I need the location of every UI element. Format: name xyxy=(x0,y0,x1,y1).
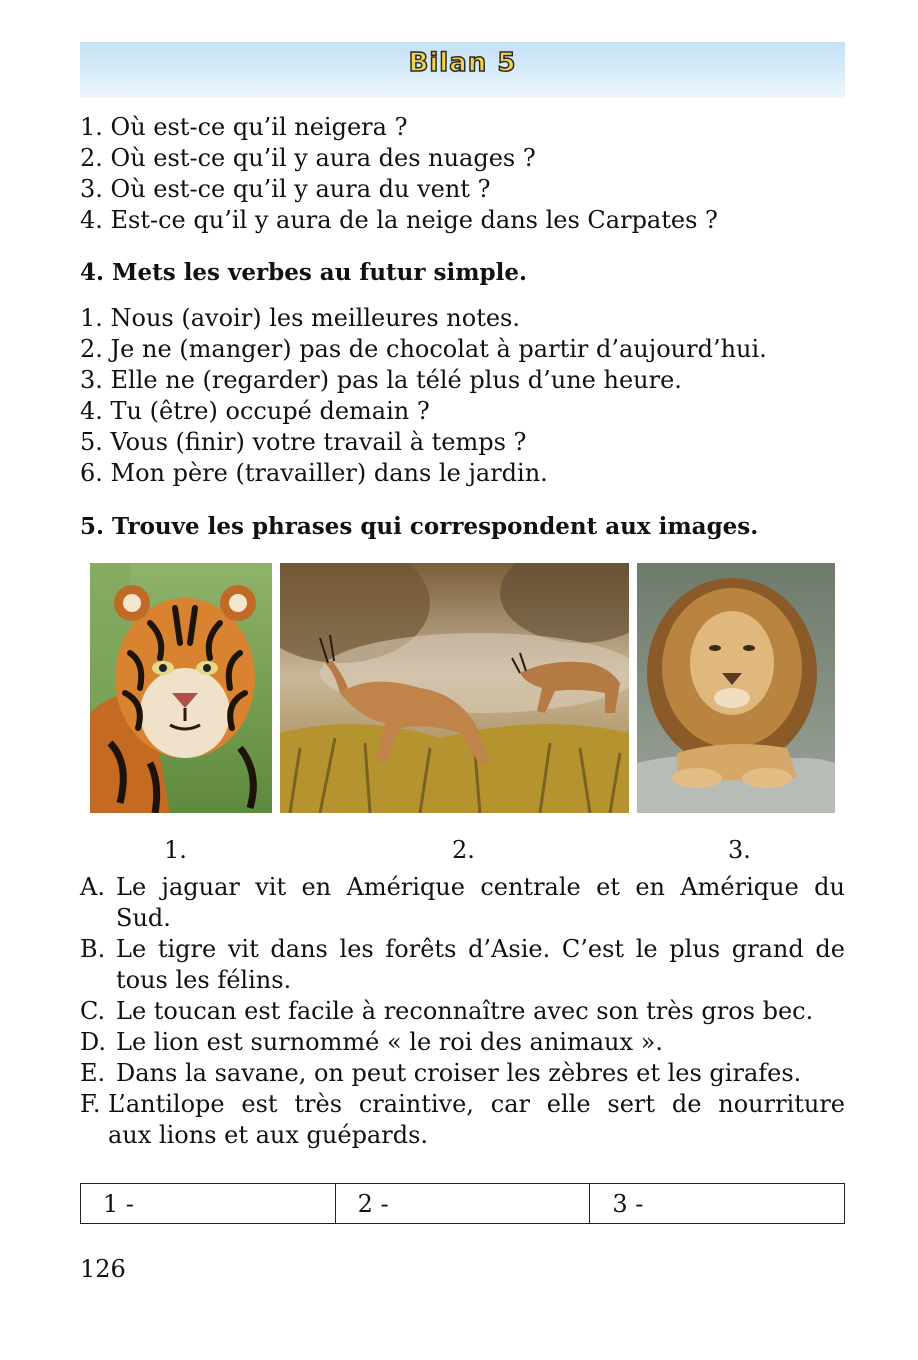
list-item xyxy=(80,1058,845,1089)
list-item xyxy=(80,996,845,1027)
sentence-letter: E. xyxy=(80,1059,106,1087)
answer-cell[interactable]: 1 - xyxy=(81,1184,336,1224)
page-number: 126 xyxy=(80,1255,126,1283)
sentence-letter: C. xyxy=(80,997,106,1025)
sentence-letter: D. xyxy=(80,1028,107,1056)
exercise4-list xyxy=(80,303,767,489)
sentence-text: aux lions et aux guépards. xyxy=(108,1121,429,1149)
list-item: 1. Nous (avoir) les meilleures notes. xyxy=(80,304,520,332)
list-item xyxy=(80,1089,845,1151)
exercise4-heading: 4. Mets les verbes au futur simple. xyxy=(80,259,528,286)
sentence-letter: F. xyxy=(80,1090,101,1118)
sentence-text: Le toucan est facile à reconnaître avec son très gros bec. xyxy=(116,997,814,1025)
sentences-list xyxy=(80,872,845,1151)
list-item xyxy=(80,872,845,934)
antelope-photo xyxy=(280,563,629,813)
page-title: Bilan 5 xyxy=(408,48,517,78)
list-item: 3. Où est-ce qu’il y aura du vent ? xyxy=(80,175,491,203)
title-banner xyxy=(80,42,845,98)
list-item: 6. Mon père (travailler) dans le jardin. xyxy=(80,459,548,487)
sentence-text: Le jaguar vit en Amérique centrale et en Amérique du xyxy=(116,873,845,901)
list-item: 2. Où est-ce qu’il y aura des nuages ? xyxy=(80,144,536,172)
sentence-letter: B. xyxy=(80,935,106,963)
answer-cell[interactable]: 2 - xyxy=(335,1184,590,1224)
sentence-text: tous les félins. xyxy=(116,966,292,994)
tiger-photo xyxy=(90,563,272,813)
sentence-text: Sud. xyxy=(116,904,171,932)
list-item xyxy=(80,934,845,996)
answer-table xyxy=(80,1183,845,1224)
image-number: 1. xyxy=(164,836,187,864)
answer-cell[interactable]: 3 - xyxy=(590,1184,845,1224)
list-item: 5. Vous (finir) votre travail à temps ? xyxy=(80,428,527,456)
weather-questions-list xyxy=(80,112,718,236)
lion-photo xyxy=(637,563,835,813)
sentence-letter: A. xyxy=(80,873,105,901)
image-number: 3. xyxy=(728,836,751,864)
image-number: 2. xyxy=(452,836,475,864)
exercise5-heading: 5. Trouve les phrases qui correspondent aux images. xyxy=(80,513,759,540)
sentence-text: L’antilope est très craintive, car elle sert de nourriture xyxy=(108,1090,845,1118)
sentence-text: Le tigre vit dans les forêts d’Asie. C’est le plus grand de xyxy=(116,935,845,963)
list-item: 2. Je ne (manger) pas de chocolat à partir d’aujourd’hui. xyxy=(80,335,767,363)
list-item: 4. Tu (être) occupé demain ? xyxy=(80,397,430,425)
sentence-text: Le lion est surnommé « le roi des animaux ». xyxy=(116,1028,663,1056)
list-item: 4. Est-ce qu’il y aura de la neige dans les Carpates ? xyxy=(80,206,718,234)
list-item xyxy=(80,1027,845,1058)
sentence-text: Dans la savane, on peut croiser les zèbres et les girafes. xyxy=(116,1059,802,1087)
list-item: 1. Où est-ce qu’il neigera ? xyxy=(80,113,408,141)
table-row xyxy=(81,1184,845,1224)
list-item: 3. Elle ne (regarder) pas la télé plus d’une heure. xyxy=(80,366,682,394)
